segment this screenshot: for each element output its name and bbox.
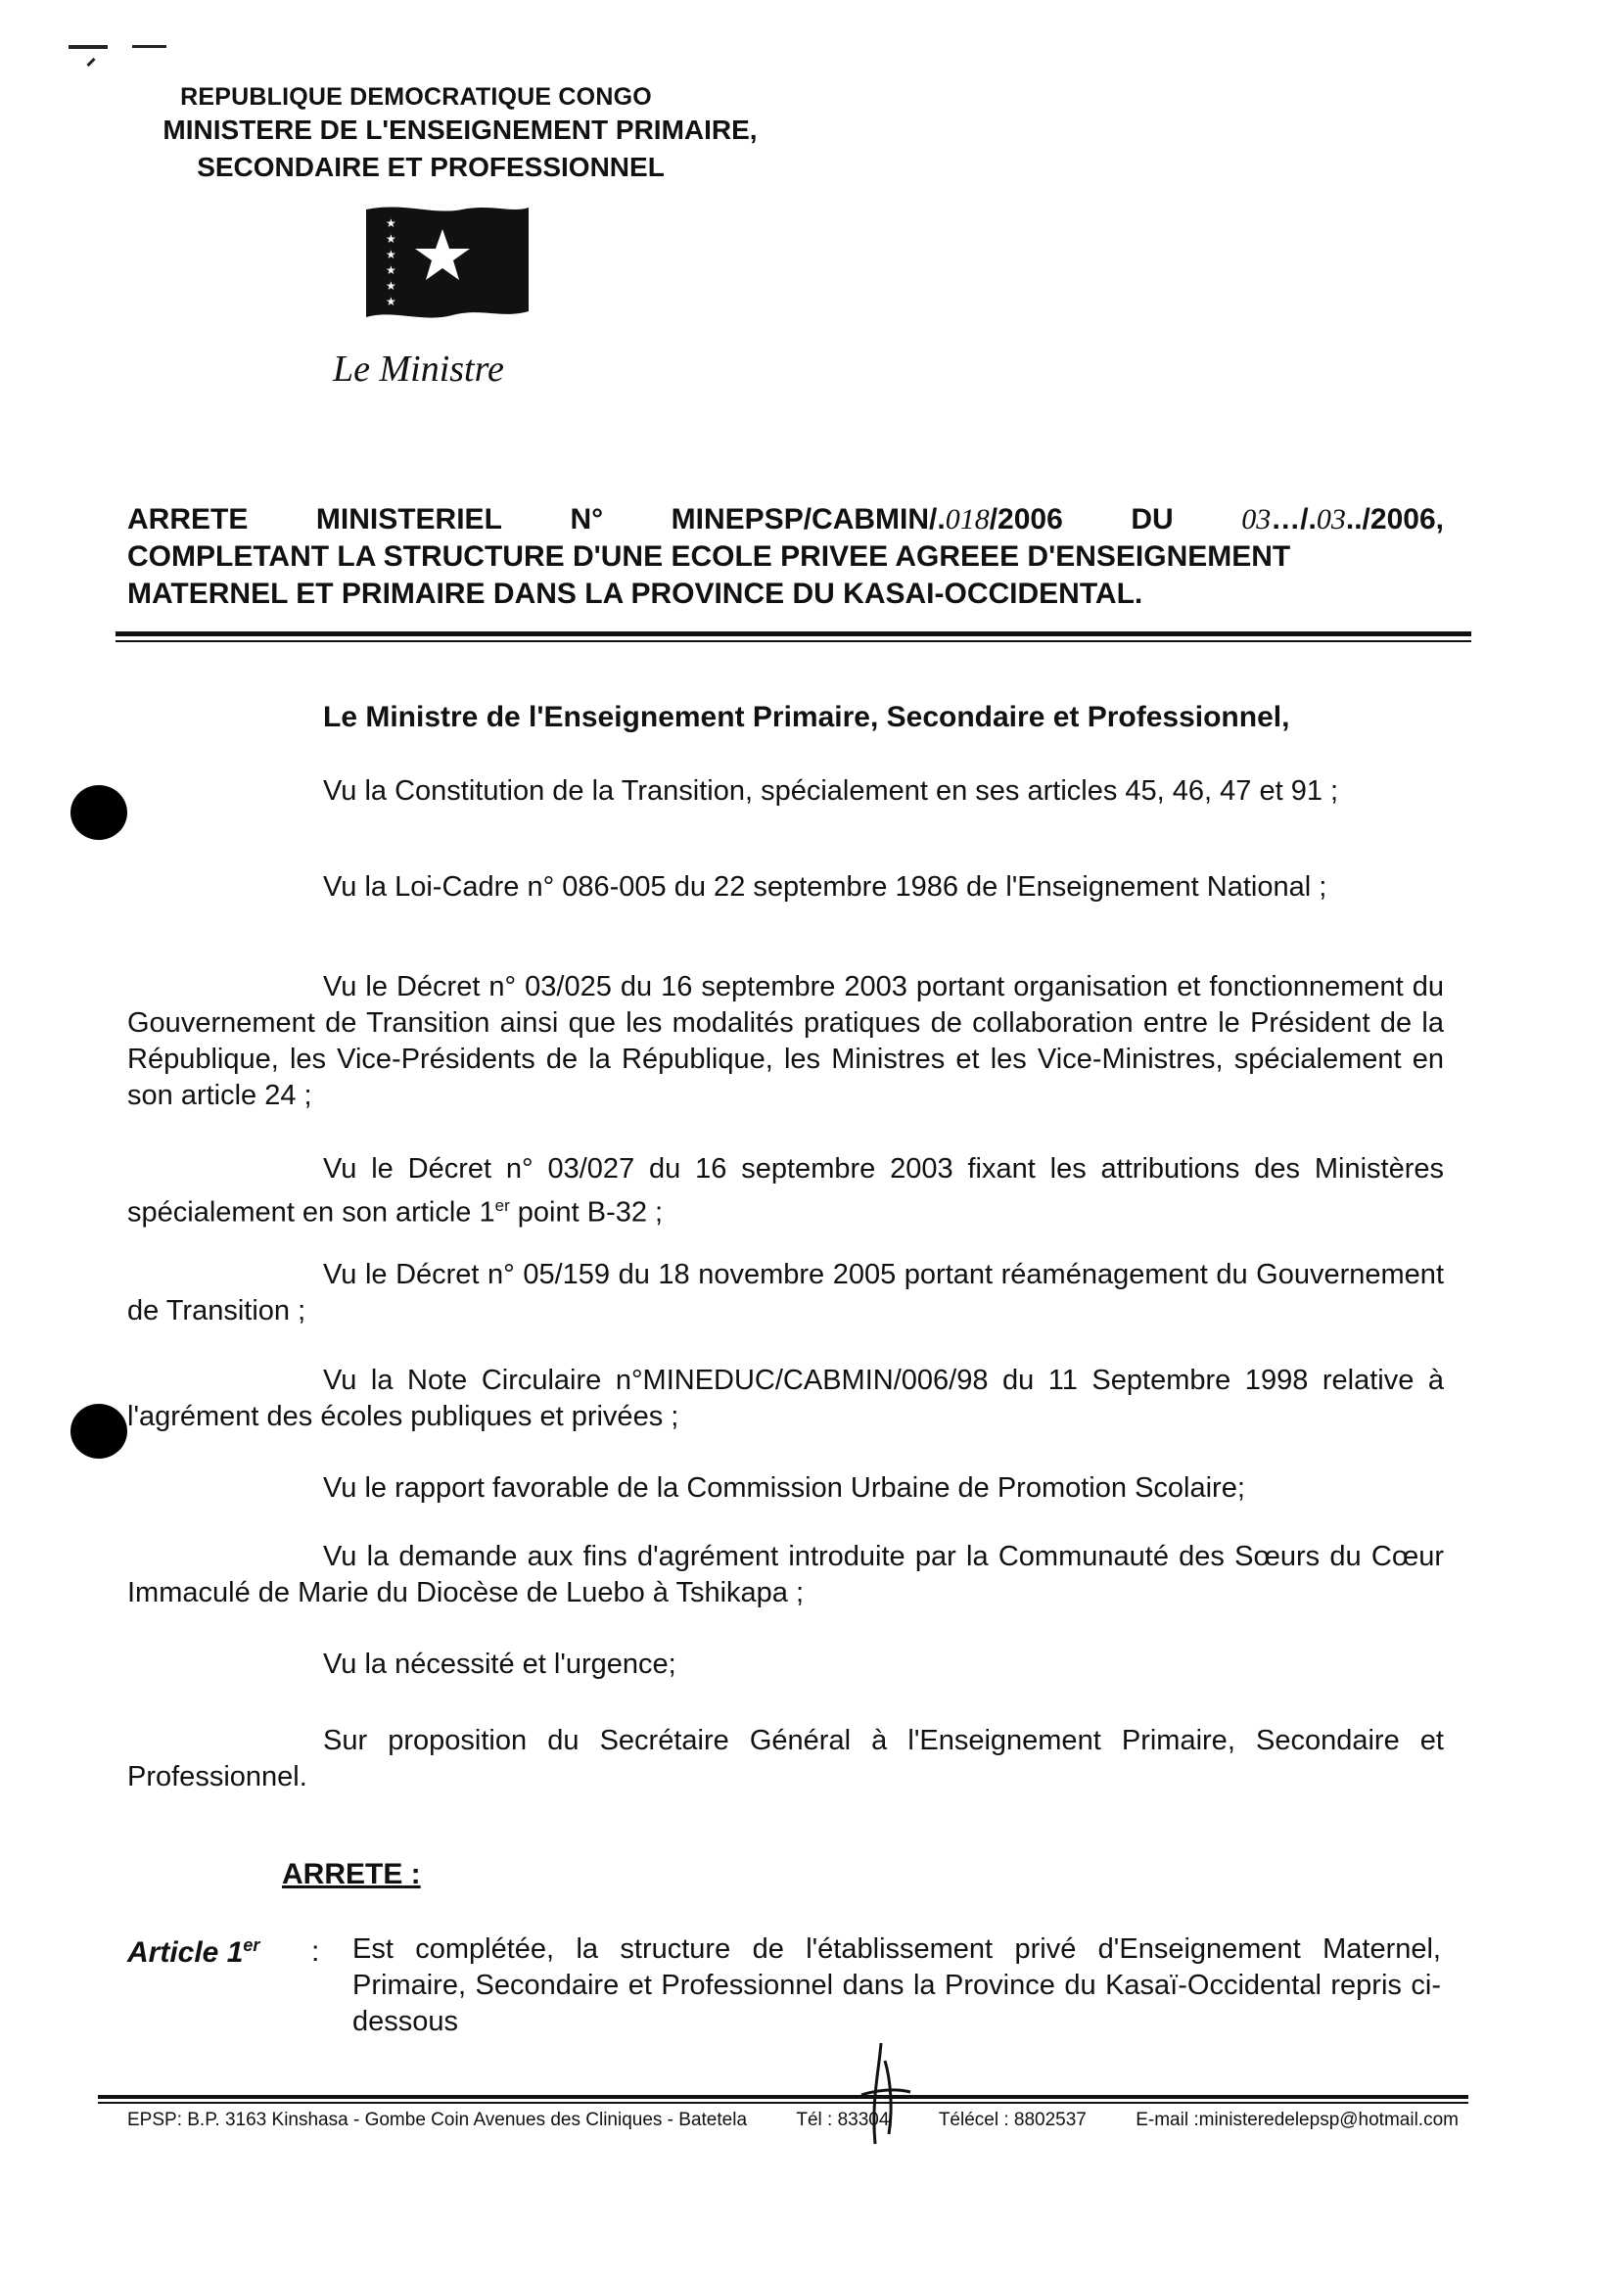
footer-email: E-mail :ministeredelepsp@hotmail.com bbox=[1136, 2110, 1459, 2130]
scan-mark bbox=[132, 45, 166, 48]
svg-text:★: ★ bbox=[386, 263, 396, 277]
svg-text:★: ★ bbox=[386, 248, 396, 261]
svg-text:★: ★ bbox=[386, 279, 396, 293]
article-colon: : bbox=[311, 1935, 320, 1968]
article-text: Est complétée, la structure de l'établissement privé d'Enseignement Maternel, Primaire, Secondaire et Professionnel dans la Province du Kasaï-Occidental repris ci-dessous bbox=[352, 1933, 1441, 2037]
considerant-decret-03-025: Vu le Décret n° 03/025 du 16 septembre 2003 portant organisation et fonctionnement du Gouvernement de Transition ainsi que les modalités pratiques de collaboration entre le Président de la République, les Vice-Présidents de la République, les Ministres et les Vice-Ministres, spécialement en son article 24 ; bbox=[127, 971, 1444, 1111]
considerant-demande: Vu la demande aux fins d'agrément introduite par la Communauté des Sœurs du Cœur Immaculé de Marie du Diocèse de Luebo à Tshikapa ; bbox=[127, 1541, 1444, 1608]
decree-title bbox=[127, 501, 1444, 613]
handwritten-day: 03 bbox=[1241, 503, 1272, 535]
minister-intro: Le Ministre de l'Enseignement Primaire, Secondaire et Professionnel, bbox=[323, 701, 1290, 733]
header-ministry-2: SECONDAIRE ET PROFESSIONNEL bbox=[197, 152, 665, 182]
signatory-title: Le Ministre bbox=[333, 349, 504, 390]
title-word: MINISTERIEL bbox=[315, 503, 502, 535]
considerant-loi-cadre: Vu la Loi-Cadre n° 086-005 du 22 septembre 1986 de l'Enseignement National ; bbox=[323, 871, 1327, 903]
considerant-decret-03-027: Vu le Décret n° 03/027 du 16 septembre 2003 fixant les attributions des Ministères spécialement en son article 1er point B-32 ; bbox=[127, 1153, 1444, 1229]
decree-number: MINEPSP/CABMIN/.018/2006 bbox=[671, 503, 1063, 535]
punch-hole bbox=[70, 1404, 127, 1459]
considerant-rapport: Vu le rapport favorable de la Commission Urbaine de Promotion Scolaire; bbox=[323, 1472, 1245, 1504]
footer-address: EPSP: B.P. 3163 Kinshasa - Gombe Coin Avenues des Cliniques - Batetela bbox=[127, 2110, 748, 2130]
footer-telecel: Télécel : 8802537 bbox=[938, 2110, 1087, 2130]
considerant-constitution: Vu la Constitution de la Transition, spécialement en ses articles 45, 46, 47 et 91 ; bbox=[323, 775, 1339, 807]
footer-contact bbox=[127, 2110, 1459, 2131]
footer-tel: Tél : 83304 bbox=[796, 2110, 890, 2130]
decree-date: 03…/.03../2006, bbox=[1241, 503, 1444, 535]
header-ministry: MINISTERE DE L'ENSEIGNEMENT PRIMAIRE, bbox=[162, 115, 758, 145]
considerant-note-circulaire: Vu la Note Circulaire n°MINEDUC/CABMIN/006/98 du 11 Septembre 1998 relative à l'agrément des écoles publiques et privées ; bbox=[127, 1365, 1444, 1432]
scan-mark bbox=[69, 45, 108, 49]
header-country: REPUBLIQUE DEMOCRATIQUE CONGO bbox=[180, 83, 652, 111]
svg-text:★: ★ bbox=[386, 295, 396, 308]
handwritten-number: 018 bbox=[945, 503, 990, 535]
footer-divider bbox=[98, 2095, 1468, 2104]
flag-with-star-icon bbox=[364, 202, 531, 329]
punch-hole bbox=[70, 785, 127, 840]
handwritten-month: 03 bbox=[1316, 503, 1346, 535]
title-word: DU bbox=[1131, 503, 1174, 535]
considerant-proposition: Sur proposition du Secrétaire Général à l'Enseignement Primaire, Secondaire et Professionnel. bbox=[127, 1725, 1444, 1792]
arrete-heading: ARRETE : bbox=[282, 1858, 421, 1890]
svg-text:★: ★ bbox=[386, 232, 396, 246]
article-label: Article 1er bbox=[127, 1935, 260, 1969]
considerant-urgence: Vu la nécessité et l'urgence; bbox=[323, 1649, 676, 1680]
svg-text:★: ★ bbox=[386, 216, 396, 230]
scan-mark bbox=[86, 58, 95, 67]
considerant-decret-05-159: Vu le Décret n° 05/159 du 18 novembre 2005 portant réaménagement du Gouvernement de Transition ; bbox=[127, 1259, 1444, 1326]
title-word: N° bbox=[570, 503, 604, 535]
decree-title-line-2: COMPLETANT LA STRUCTURE D'UNE ECOLE PRIVEE AGREEE D'ENSEIGNEMENT bbox=[127, 540, 1291, 573]
title-divider bbox=[116, 631, 1471, 642]
title-word: ARRETE bbox=[127, 503, 249, 535]
decree-title-line-1 bbox=[127, 501, 1444, 538]
decree-title-line-3: MATERNEL ET PRIMAIRE DANS LA PROVINCE DU KASAI-OCCIDENTAL. bbox=[127, 578, 1143, 610]
